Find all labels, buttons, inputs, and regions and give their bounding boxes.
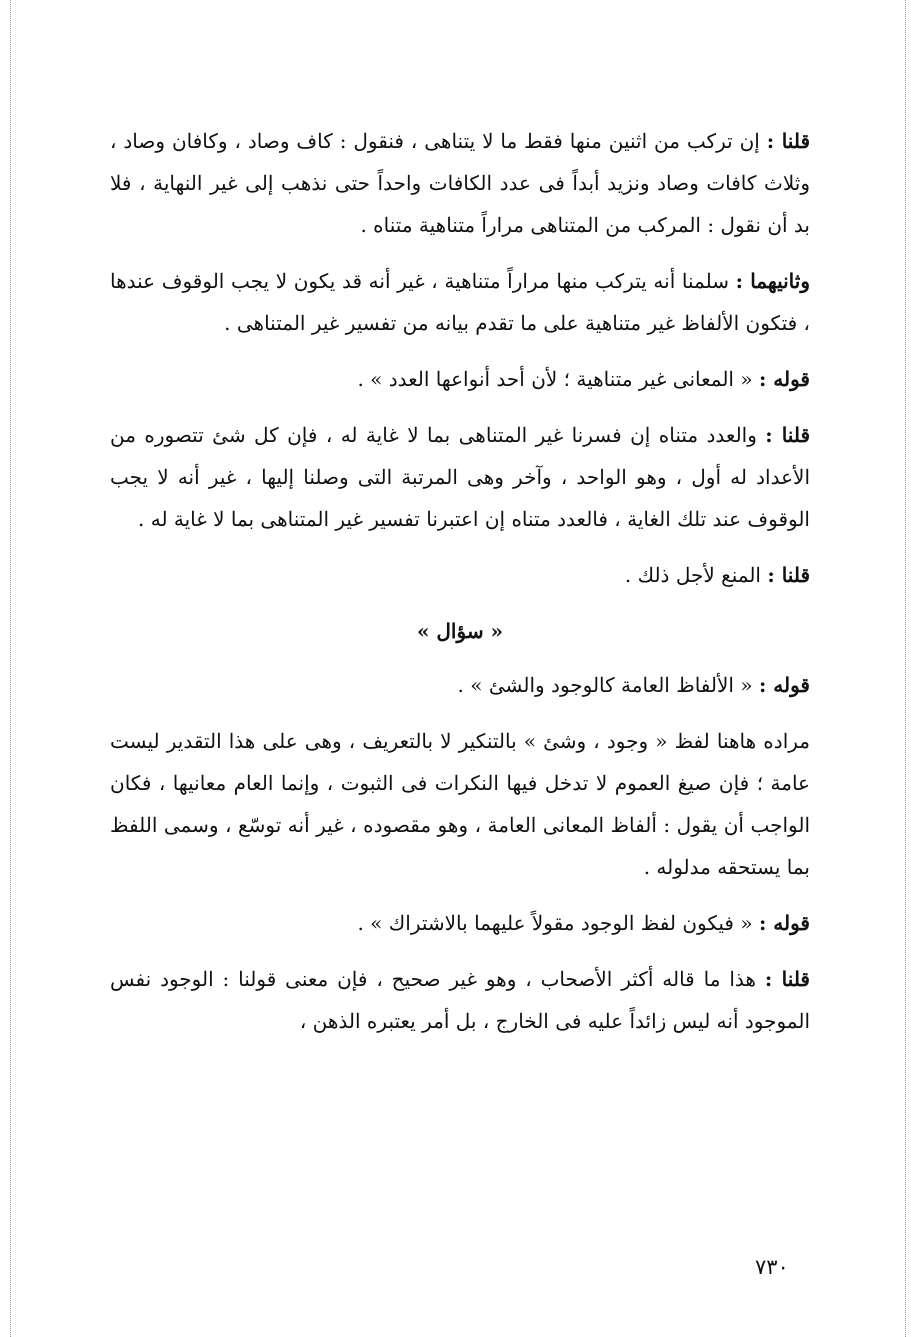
section-heading: « سؤال » bbox=[416, 619, 504, 643]
paragraph-8 bbox=[110, 902, 810, 944]
body-text bbox=[110, 120, 810, 1056]
paragraph-7 bbox=[110, 720, 810, 888]
paragraph-lead: وثانيهما : bbox=[735, 269, 811, 293]
paragraph-text: إن تركب من اثنين منها فقط ما لا يتناهى ، فنقول : كاف وصاد ، وكافان وصاد ، وثلاث كافات وصاد ونزيد أبداً فى عدد الكافات واحداً حتى نذهب إلى غير النهاية ، فلا بد أن نقول : المركب من المتناهى مراراً متناهية متناه . bbox=[110, 129, 810, 237]
paragraph-text: والعدد متناه إن فسرنا غير المتناهى بما لا غاية له ، فإن كل شئ تتصوره من الأعداد له أول ، وهو الواحد ، وآخر وهى المرتبة التى وصلنا إليها ، غير أنه لا يجب الوقوف عند تلك الغاية ، فالعدد متناه إن اعتبرنا تفسير غير المتناهى بما لا غاية له . bbox=[110, 423, 811, 531]
right-margin-guide bbox=[905, 0, 906, 1337]
paragraph-1 bbox=[110, 120, 810, 246]
paragraph-text: « الألفاظ العامة كالوجود والشئ » . bbox=[457, 673, 759, 697]
paragraph-6 bbox=[110, 664, 810, 706]
paragraph-text: « المعانى غير متناهية ؛ لأن أحد أنواعها العدد » . bbox=[357, 367, 759, 391]
page-number: ٧٣٠ bbox=[755, 1255, 789, 1279]
paragraph-text: « فيكون لفظ الوجود مقولاً عليهما بالاشتراك » . bbox=[357, 911, 759, 935]
paragraph-text: هذا ما قاله أكثر الأصحاب ، وهو غير صحيح ، فإن معنى قولنا : الوجود نفس الموجود أنه ليس زائداً عليه فى الخارج ، بل أمر يعتبره الذهن ، bbox=[110, 967, 810, 1033]
paragraph-lead: قلنا : bbox=[767, 563, 810, 587]
paragraph-lead: قلنا : bbox=[765, 423, 811, 447]
paragraph-9 bbox=[110, 958, 810, 1042]
paragraph-lead: قوله : bbox=[758, 911, 810, 935]
paragraph-5 bbox=[110, 554, 810, 596]
paragraph-lead: قوله : bbox=[758, 673, 810, 697]
left-margin-guide bbox=[10, 0, 11, 1337]
paragraph-lead: قلنا : bbox=[764, 967, 810, 991]
paragraph-4 bbox=[110, 414, 810, 540]
paragraph-text: المنع لأجل ذلك . bbox=[624, 563, 768, 587]
paragraph-text: سلمنا أنه يتركب منها مراراً متناهية ، غير أنه قد يكون لا يجب الوقوف عندها ، فتكون الألفاظ غير متناهية على ما تقدم بيانه من تفسير غير المتناهى . bbox=[110, 269, 810, 335]
paragraph-2 bbox=[110, 260, 810, 344]
paragraph-lead: قوله : bbox=[758, 367, 810, 391]
paragraph-3 bbox=[110, 358, 810, 400]
paragraph-lead: قلنا : bbox=[766, 129, 811, 153]
paragraph-text: مراده هاهنا لفظ « وجود ، وشئ » بالتنكير لا بالتعريف ، وهى على هذا التقدير ليست عامة ؛ فإن صيغ العموم لا تدخل فيها النكرات فى الثبوت ، وإنما العام معانيها ، فكان الواجب أن يقول : ألفاظ المعانى العامة ، وهو مقصوده ، غير أنه توسّع ، وسمى اللفظ بما يستحقه مدلوله . bbox=[110, 729, 810, 879]
